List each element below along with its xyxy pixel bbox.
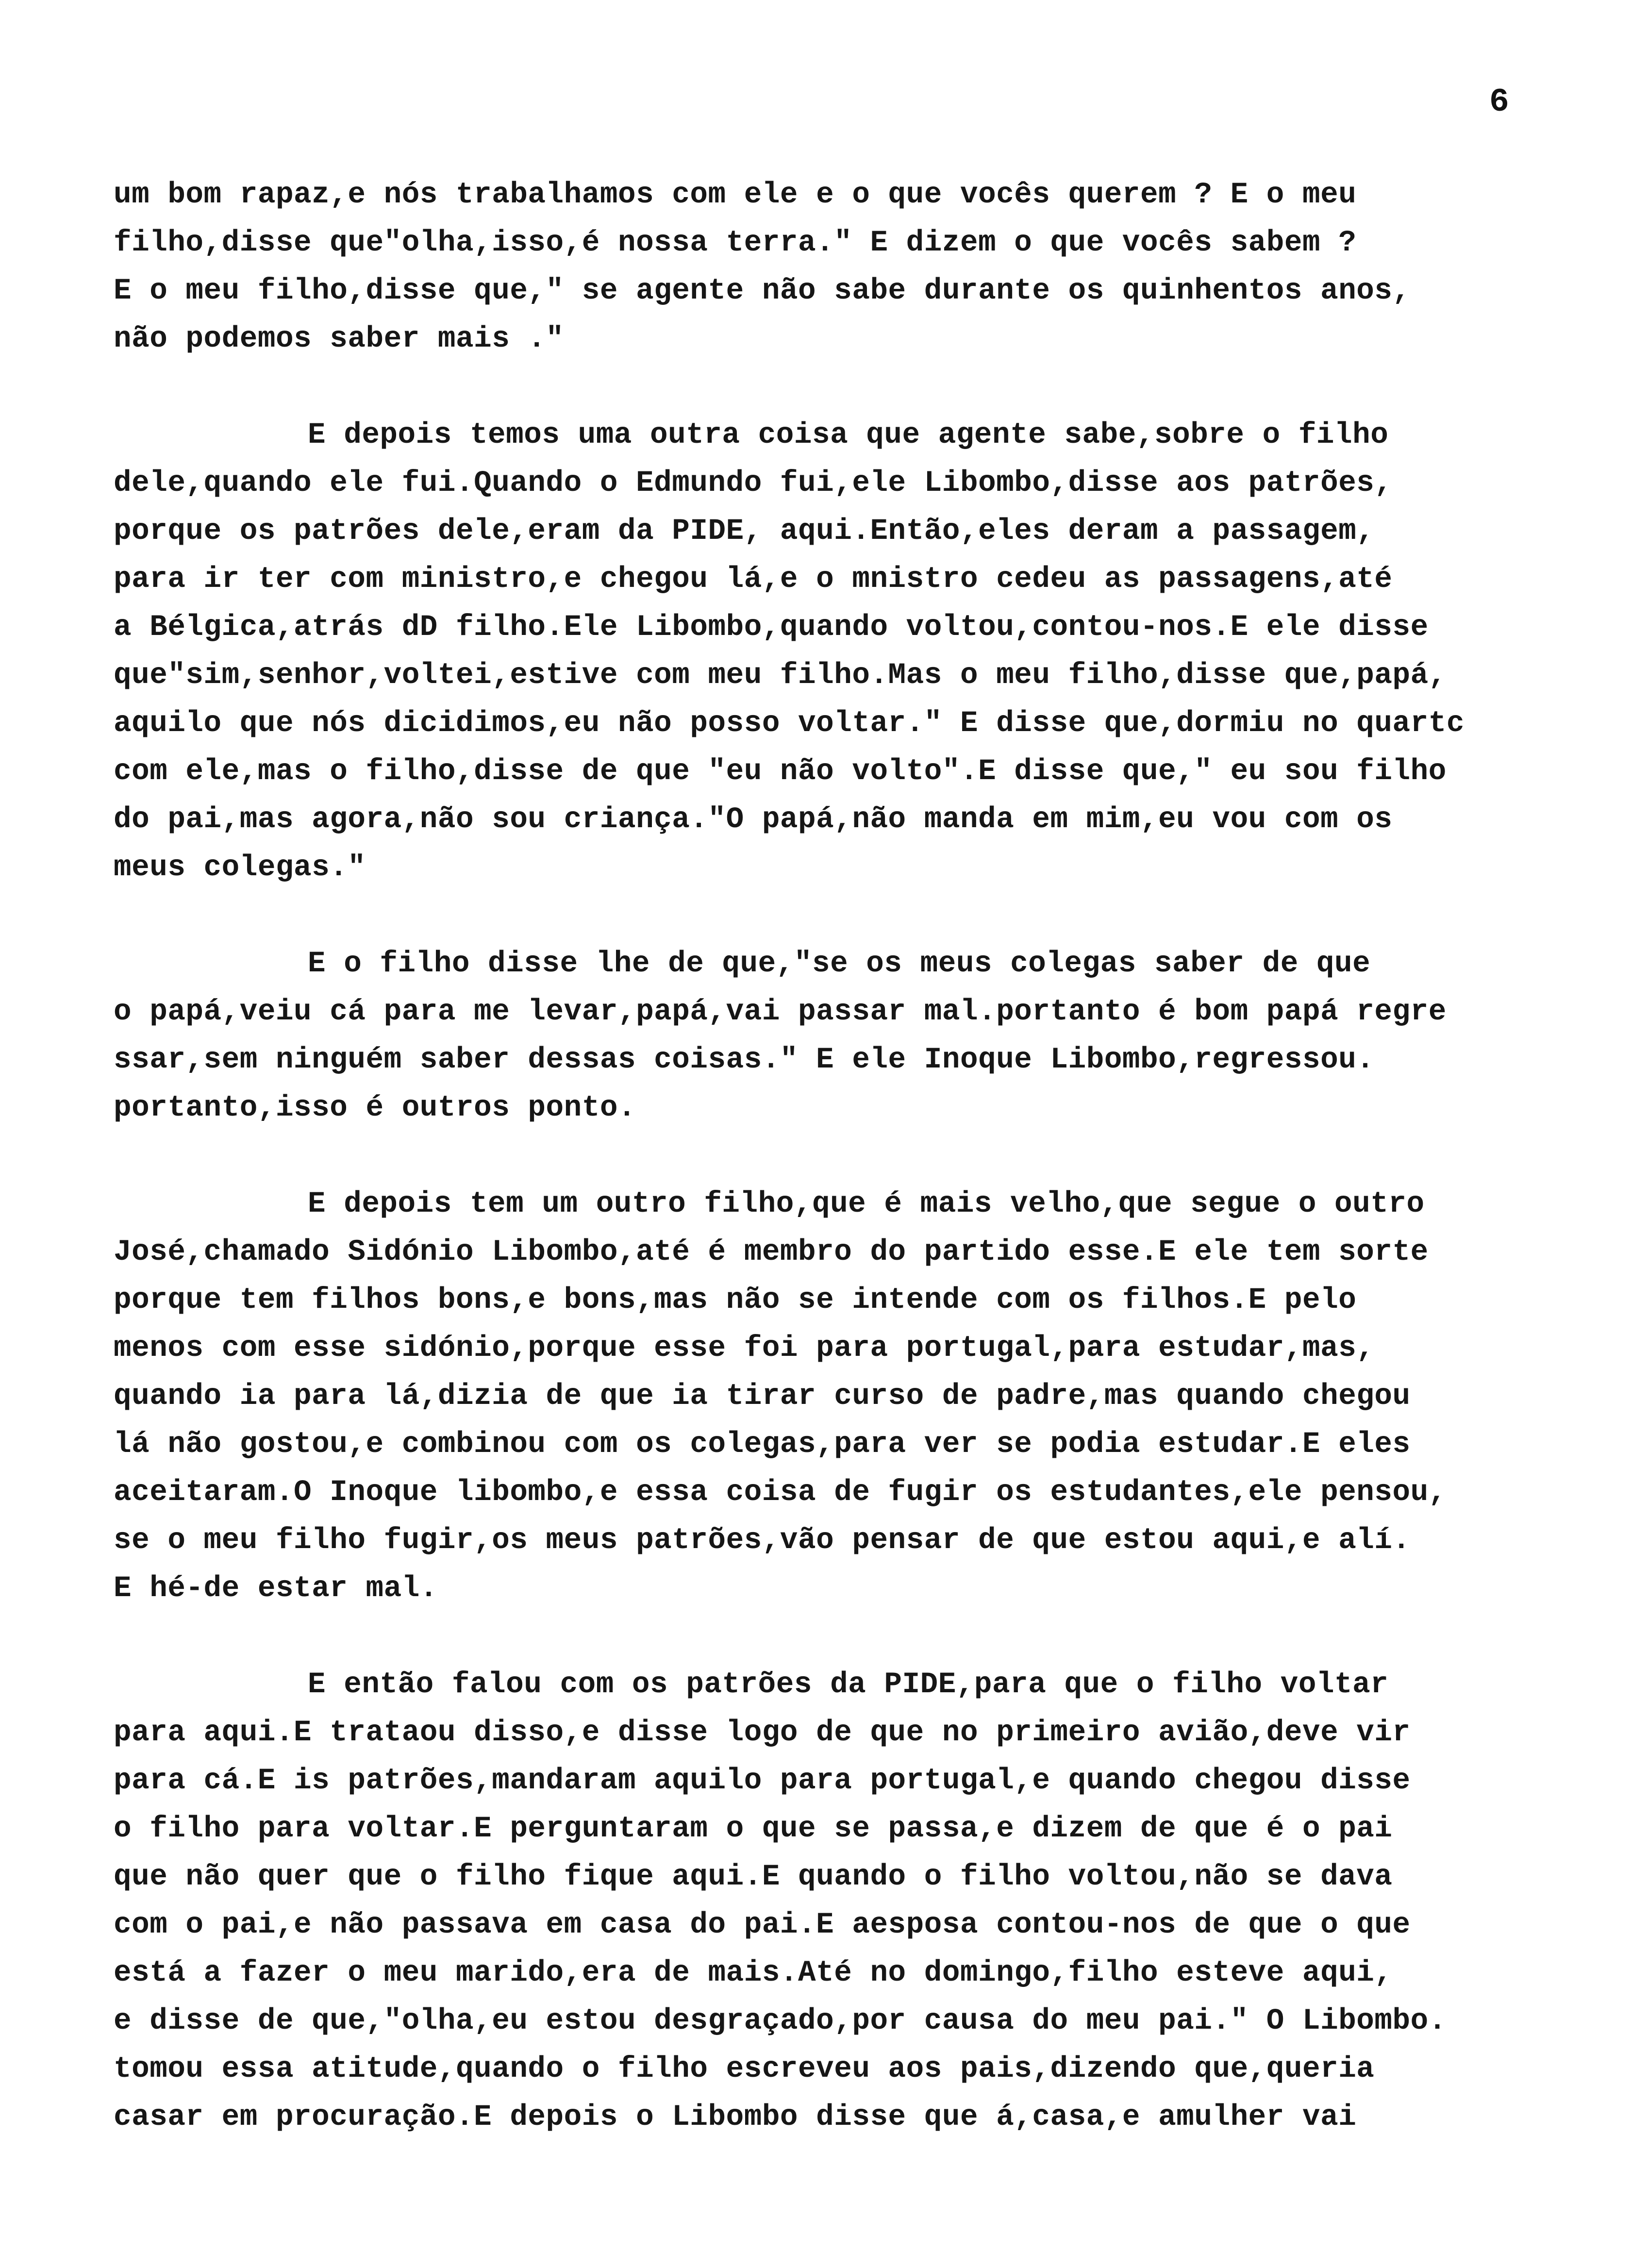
- paragraph: [114, 171, 1575, 363]
- text-line: com ele,mas o filho,disse de que "eu não volto".E disse que," eu sou filho: [114, 755, 1447, 788]
- text-line: para ir ter com ministro,e chegou lá,e o mnistro cedeu as passagens,até: [114, 563, 1393, 596]
- text-line: E o filho disse lhe de que,"se os meus colegas saber de que: [308, 947, 1371, 981]
- text-line: ssar,sem ninguém saber dessas coisas." E ele Inoque Libombo,regressou.: [114, 1043, 1375, 1077]
- text-line: dele,quando ele fui.Quando o Edmundo fui,ele Libombo,disse aos patrões,: [114, 467, 1393, 500]
- paragraph: [114, 1180, 1575, 1613]
- text-line: tomou essa atitude,quando o filho escreveu aos pais,dizendo que,queria: [114, 2052, 1375, 2086]
- text-line: que"sim,senhor,voltei,estive com meu filho.Mas o meu filho,disse que,papá,: [114, 659, 1447, 692]
- text-line: um bom rapaz,e nós trabalhamos com ele e o que vocês querem ? E o meu: [114, 178, 1357, 212]
- text-line: a Bélgica,atrás dD filho.Ele Libombo,quando voltou,contou-nos.E ele disse: [114, 611, 1429, 644]
- text-line: E depois tem um outro filho,que é mais velho,que segue o outro: [308, 1187, 1425, 1221]
- paragraph: [114, 411, 1575, 892]
- text-line: José,chamado Sidónio Libombo,até é membro do partido esse.E ele tem sorte: [114, 1235, 1429, 1269]
- page-number: 6: [1489, 83, 1509, 121]
- text-line: aceitaram.O Inoque libombo,e essa coisa de fugir os estudantes,ele pensou,: [114, 1476, 1447, 1509]
- text-line: lá não gostou,e combinou com os colegas,para ver se podia estudar.E eles: [114, 1428, 1411, 1461]
- paragraph: [114, 940, 1575, 1132]
- text-line: casar em procuração.E depois o Libombo disse que á,casa,e amulher vai: [114, 2101, 1357, 2134]
- text-line: com o pai,e não passava em casa do pai.E aesposa contou-nos de que o que: [114, 1908, 1411, 1942]
- text-line: menos com esse sidónio,porque esse foi para portugal,para estudar,mas,: [114, 1332, 1375, 1365]
- text-line: portanto,isso é outros ponto.: [114, 1091, 636, 1125]
- text-line: do pai,mas agora,não sou criança."O papá,não manda em mim,eu vou com os: [114, 803, 1393, 836]
- text-line: quando ia para lá,dizia de que ia tirar curso de padre,mas quando chegou: [114, 1380, 1411, 1413]
- text-line: não podemos saber mais .": [114, 322, 564, 356]
- text-line: está a fazer o meu marido,era de mais.Até no domingo,filho esteve aqui,: [114, 1956, 1393, 1990]
- text-line: para cá.E is patrões,mandaram aquilo para portugal,e quando chegou disse: [114, 1764, 1411, 1798]
- text-line: porque tem filhos bons,e bons,mas não se intende com os filhos.E pelo: [114, 1284, 1357, 1317]
- text-line: porque os patrões dele,eram da PIDE, aqui.Então,eles deram a passagem,: [114, 515, 1375, 548]
- text-line: meus colegas.": [114, 851, 366, 884]
- text-line: E depois temos uma outra coisa que agente sabe,sobre o filho: [308, 418, 1389, 452]
- document-body: [114, 171, 1575, 2189]
- text-line: o filho para voltar.E perguntaram o que se passa,e dizem de que é o pai: [114, 1812, 1393, 1846]
- text-line: E o meu filho,disse que," se agente não sabe durante os quinhentos anos,: [114, 274, 1411, 308]
- paragraph: [114, 1661, 1575, 2141]
- text-line: filho,disse que"olha,isso,é nossa terra." E dizem o que vocês sabem ?: [114, 226, 1357, 260]
- text-line: se o meu filho fugir,os meus patrões,vão pensar de que estou aqui,e alí.: [114, 1524, 1411, 1557]
- text-line: para aqui.E trataou disso,e disse logo de que no primeiro avião,deve vir: [114, 1716, 1411, 1750]
- text-line: o papá,veiu cá para me levar,papá,vai passar mal.portanto é bom papá regre: [114, 995, 1447, 1029]
- text-line: que não quer que o filho fique aqui.E quando o filho voltou,não se dava: [114, 1860, 1393, 1894]
- text-line: E então falou com os patrões da PIDE,para que o filho voltar: [308, 1668, 1389, 1701]
- text-line: e disse de que,"olha,eu estou desgraçado,por causa do meu pai." O Libombo.: [114, 2004, 1447, 2038]
- text-line: E hé-de estar mal.: [114, 1572, 438, 1605]
- text-line: aquilo que nós dicidimos,eu não posso voltar." E disse que,dormiu no quartc: [114, 707, 1465, 740]
